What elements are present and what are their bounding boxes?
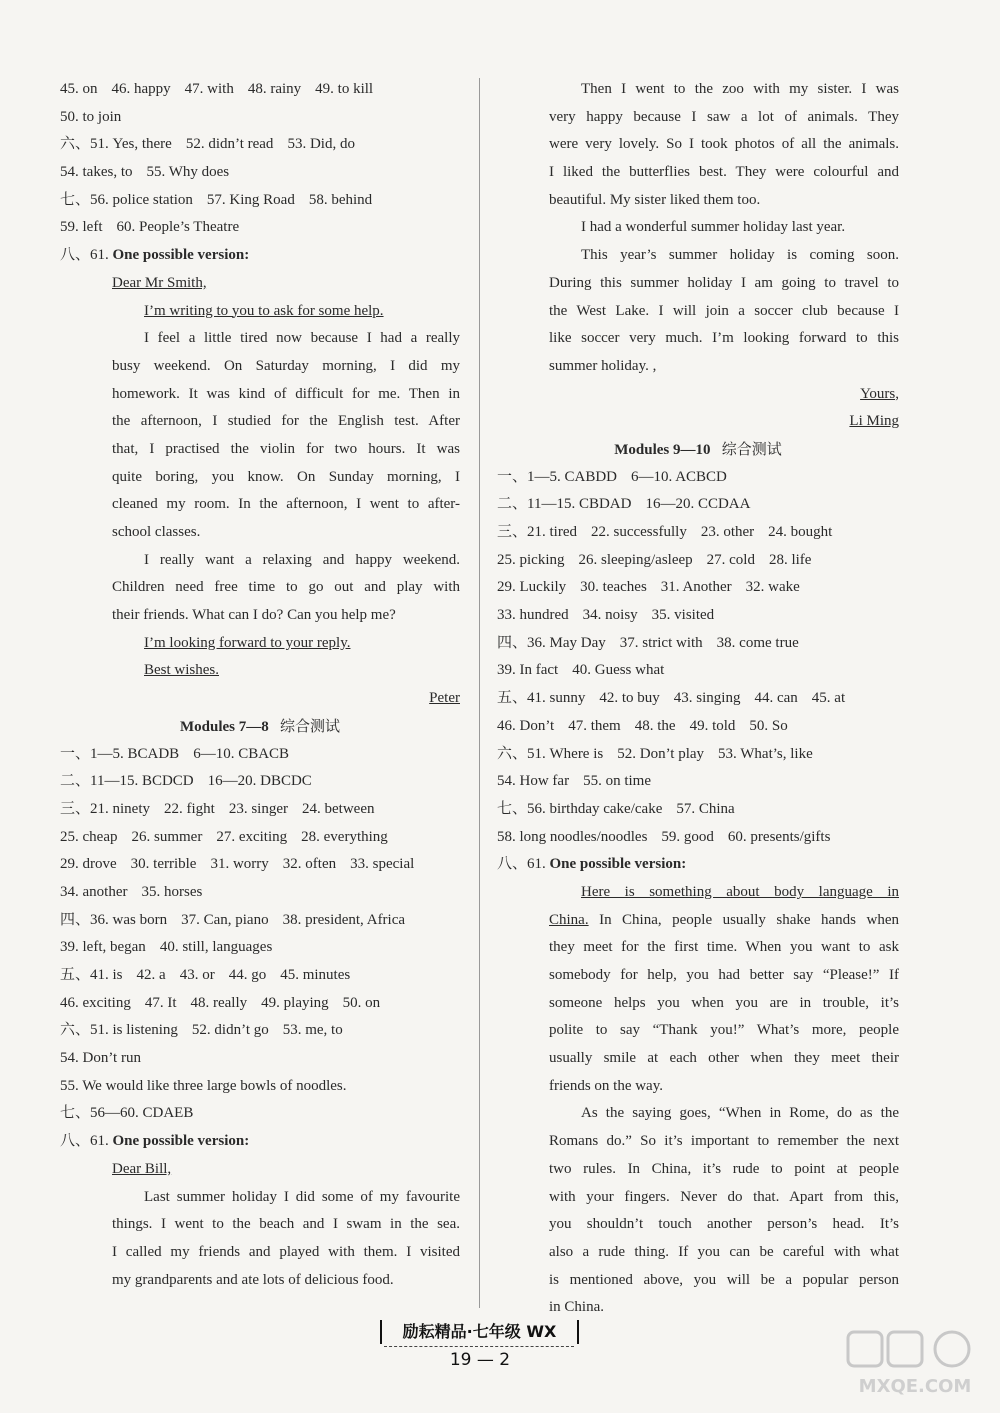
essay-heading: 八、61. One possible version: xyxy=(60,1133,250,1150)
essay-line: Then I went to the zoo with my sister. I was xyxy=(581,81,899,97)
answer-item: 55. on time xyxy=(583,773,651,790)
answer-line xyxy=(60,796,460,824)
section-title: Modules 9—10 综合测试 xyxy=(614,439,782,458)
answer-item: 58. behind xyxy=(308,191,373,208)
essay-line: the West Lake. I will join a soccer club because I xyxy=(549,302,899,319)
answer-item: 52. Don’t play xyxy=(617,745,705,762)
opening-line: I’m writing to you to ask for some help. xyxy=(144,302,384,319)
closing-line: Yours, xyxy=(860,385,899,402)
column-divider xyxy=(479,78,480,1308)
answer-item: 32. often xyxy=(282,856,337,873)
answer-item: 25. picking xyxy=(497,551,565,568)
answer-item: 28. everything xyxy=(301,828,388,845)
answer-line xyxy=(497,630,899,658)
answer-item: 二、11—15. BCDCD xyxy=(60,773,194,790)
answer-item: 27. cold xyxy=(706,551,755,568)
answer-line xyxy=(497,741,899,769)
answer-item: 三、21. ninety xyxy=(60,800,150,817)
answer-item: 38. come true xyxy=(716,634,799,651)
answer-line xyxy=(497,464,899,492)
answer-item: 52. didn’t go xyxy=(191,1022,269,1039)
essay-line: with your fingers. Never do that. Apart from this, xyxy=(549,1188,899,1205)
answer-item: 47. with xyxy=(184,81,234,97)
answer-line xyxy=(497,824,899,852)
essay-paragraph xyxy=(497,214,899,242)
answer-line xyxy=(60,1017,460,1045)
essay-line: I called my friends and played with them. I visited xyxy=(112,1243,460,1260)
answer-line xyxy=(60,934,460,962)
signature: Li Ming xyxy=(849,413,899,430)
answer-item: 45. on xyxy=(60,81,98,97)
essay-line: very happy because I saw a lot of animals. They xyxy=(549,108,899,125)
essay-line: somebody for help, you had better say “Please!” If xyxy=(549,967,899,983)
answer-item: 五、41. sunny xyxy=(497,690,586,707)
essay-paragraph xyxy=(60,325,460,547)
essay-line: polite to say “Thank you!” What’s more, people xyxy=(549,1022,899,1039)
answer-item: 43. singing xyxy=(673,690,741,707)
answer-line xyxy=(60,990,460,1018)
answer-item: 34. another xyxy=(60,883,128,900)
essay-line: someone helps you when you are in trouble, it’s xyxy=(549,994,899,1011)
answer-item: 55. We would like three large bowls of noodles. xyxy=(60,1077,347,1094)
answer-item: 三、21. tired xyxy=(497,524,577,540)
answer-item: 46. exciting xyxy=(60,994,131,1011)
answer-line xyxy=(60,159,460,187)
answer-item: 五、41. is xyxy=(60,967,123,983)
essay-paragraph xyxy=(497,1100,899,1322)
essay-paragraph xyxy=(497,242,899,380)
answer-item: 29. Luckily xyxy=(497,579,567,596)
answer-item: 23. singer xyxy=(228,800,289,817)
answer-line xyxy=(497,519,899,547)
answer-line xyxy=(60,741,460,769)
answer-line xyxy=(60,214,460,242)
answer-item: 57. China xyxy=(676,800,735,817)
answer-line xyxy=(60,1100,460,1128)
answer-line xyxy=(60,131,460,159)
answer-item: 28. life xyxy=(768,551,812,568)
answer-line xyxy=(60,76,460,104)
answer-line xyxy=(497,768,899,796)
answer-item: 57. King Road xyxy=(206,191,295,208)
answer-item: 37. Can, piano xyxy=(181,911,269,928)
essay-line: Romans do.” So it’s important to remember the next xyxy=(549,1133,899,1150)
essay-line: were very lovely. So I took photos of all the animals. xyxy=(549,136,899,153)
answer-item: 33. hundred xyxy=(497,607,569,624)
essay-line: I had a wonderful summer holiday last year. xyxy=(581,219,846,236)
closing-line: Best wishes. xyxy=(144,662,219,679)
essay-line: This year’s summer holiday is coming soon. xyxy=(581,247,899,264)
left-column xyxy=(60,76,460,1294)
answer-line xyxy=(60,879,460,907)
answer-item: 58. long noodles/noodles xyxy=(497,828,648,845)
answer-item: 54. Don’t run xyxy=(60,1050,141,1067)
answer-item: 42. a xyxy=(136,967,166,983)
answer-line xyxy=(497,713,899,741)
answer-item: 16—20. CCDAA xyxy=(645,496,751,513)
signature: Peter xyxy=(429,690,460,707)
essay-line: quite boring, you know. On Sunday morning, I xyxy=(112,468,460,485)
essay-line: they meet for the first time. When you want to ask xyxy=(549,939,899,956)
essay-line: things. I went to the beach and I swam in the sea. xyxy=(112,1216,460,1233)
essay-line: in China. xyxy=(549,1299,604,1316)
closing-line: I’m looking forward to your reply. xyxy=(144,634,351,651)
essay-line: homework. It was kind of difficult for me. Then in xyxy=(112,385,460,402)
essay-line: Last summer holiday I did some of my favourite xyxy=(144,1188,460,1205)
essay-line: friends on the way. xyxy=(549,1077,663,1094)
essay-line: During this summer holiday I am going to travel to xyxy=(549,274,899,291)
answer-item: 46. happy xyxy=(111,81,171,97)
answer-item: 25. cheap xyxy=(60,828,118,845)
answer-item: 六、51. Yes, there xyxy=(60,136,172,153)
footer-rule xyxy=(384,1346,574,1347)
answer-item: 48. rainy xyxy=(247,81,302,97)
answer-item: 29. drove xyxy=(60,856,117,873)
answer-item: 六、51. Where is xyxy=(497,745,604,762)
essay-paragraph xyxy=(60,547,460,630)
answer-item: 42. to buy xyxy=(599,690,660,707)
essay-line: As the saying goes, “When in Rome, do as the xyxy=(581,1105,899,1122)
answer-item: 23. other xyxy=(700,524,755,540)
page-number: 19 — 2 xyxy=(449,1350,511,1370)
answer-item: 60. People’s Theatre xyxy=(116,219,240,236)
essay-line: my grandparents and ate lots of delicious food. xyxy=(112,1271,394,1288)
answer-item: 四、36. was born xyxy=(60,911,168,928)
answer-line xyxy=(60,1045,460,1073)
answer-line xyxy=(60,962,460,990)
essay-line: is mentioned above, you will be a popular person xyxy=(549,1271,899,1288)
essay-line: usually smile at each other when they meet their xyxy=(549,1050,899,1067)
answer-item: 34. noisy xyxy=(582,607,638,624)
answer-item: 30. teaches xyxy=(580,579,647,596)
answer-line xyxy=(60,1073,460,1101)
answer-item: 6—10. CBACB xyxy=(193,745,290,762)
answer-item: 53. me, to xyxy=(282,1022,343,1039)
answer-item: 七、56. birthday cake/cake xyxy=(497,800,663,817)
essay-line: cleaned my room. In the afternoon, I went to after- xyxy=(112,496,460,513)
answer-item: 45. at xyxy=(811,690,846,707)
answer-item: 45. minutes xyxy=(280,967,351,983)
answer-item: 48. really xyxy=(190,994,248,1011)
answer-item: 39. In fact xyxy=(497,662,559,679)
essay-line: China. In China, people usually shake hands when xyxy=(549,911,899,928)
section-title: Modules 7—8 综合测试 xyxy=(179,716,341,735)
answer-line xyxy=(60,824,460,852)
answer-item: 52. didn’t read xyxy=(185,136,274,153)
answer-item: 49. to kill xyxy=(315,81,374,97)
answer-item: 32. wake xyxy=(745,579,800,596)
essay-first-line: Here is something about body language in xyxy=(581,883,899,900)
answers-top-left xyxy=(60,76,460,242)
answer-item: 39. left, began xyxy=(60,939,146,956)
answer-item: 59. left xyxy=(60,219,103,236)
essay-line: I feel a little tired now because I had a really xyxy=(144,330,460,347)
essay-paragraph xyxy=(60,1184,460,1295)
answer-item: 七、56. police station xyxy=(60,191,193,208)
answer-item: 59. good xyxy=(661,828,714,845)
answer-item: 二、11—15. CBDAD xyxy=(497,496,632,513)
answer-line xyxy=(497,796,899,824)
answers-section-78 xyxy=(60,741,460,1129)
essay-line: Children need free time to go out and play with xyxy=(112,579,460,596)
answer-item: 50. So xyxy=(749,717,788,734)
essay-heading: 八、61. One possible version: xyxy=(60,247,250,264)
answer-line xyxy=(497,602,899,630)
essay-line: two rules. In China, it’s rude to point at people xyxy=(549,1160,899,1177)
answer-line xyxy=(497,547,899,575)
answer-line xyxy=(60,851,460,879)
answer-line xyxy=(60,187,460,215)
answer-item: 49. told xyxy=(689,717,736,734)
answer-item: 22. successfully xyxy=(591,524,687,540)
essay-line: their friends. What can I do? Can you help me? xyxy=(112,607,396,624)
essay-line: beautiful. My sister liked them too. xyxy=(549,191,761,208)
essay-line: also a rude thing. If you can be careful with what xyxy=(549,1243,899,1260)
answer-item: 40. still, languages xyxy=(159,939,273,956)
answer-line xyxy=(60,104,460,132)
answer-item: 60. presents/gifts xyxy=(727,828,831,845)
answer-item: 26. summer xyxy=(131,828,203,845)
essay-line: I really want a relaxing and happy weekend. xyxy=(144,551,460,568)
answer-line xyxy=(60,768,460,796)
answer-item: 48. the xyxy=(634,717,676,734)
answer-line xyxy=(497,491,899,519)
essay-line: that, I practised the violin for two hours. It was xyxy=(112,440,460,457)
right-column xyxy=(497,76,899,1322)
answer-item: 44. can xyxy=(754,690,798,707)
footer-banner: 励耘精品·七年级 WX xyxy=(380,1320,579,1344)
answer-item: 33. special xyxy=(350,856,415,873)
answer-item: 44. go xyxy=(228,967,267,983)
answer-item: 30. terrible xyxy=(130,856,197,873)
essay-line: you shouldn’t touch another person’s head. It’s xyxy=(549,1216,899,1233)
answer-item: 24. bought xyxy=(768,524,833,540)
answer-item: 35. visited xyxy=(651,607,715,624)
answer-item: 54. How far xyxy=(497,773,570,790)
answer-item: 55. Why does xyxy=(146,164,230,181)
answer-item: 一、1—5. BCADB xyxy=(60,745,180,762)
salutation: Dear Mr Smith, xyxy=(112,274,207,291)
answer-item: 47. them xyxy=(568,717,621,734)
answer-item: 47. It xyxy=(144,994,177,1011)
essay-heading: 八、61. One possible version: xyxy=(497,856,687,873)
answer-item: 31. worry xyxy=(210,856,269,873)
answer-item: 54. takes, to xyxy=(60,164,133,181)
answer-item: 50. on xyxy=(342,994,381,1011)
answer-item: 46. Don’t xyxy=(497,717,555,734)
answer-item: 一、1—5. CABDD xyxy=(497,468,618,485)
answer-item: 22. fight xyxy=(164,800,215,817)
answer-item: 49. playing xyxy=(261,994,329,1011)
answer-item: 24. between xyxy=(302,800,375,817)
essay-paragraph xyxy=(497,76,899,214)
essay-line: summer holiday. , xyxy=(549,357,657,374)
answer-item: 53. What’s, like xyxy=(718,745,813,762)
answer-item: 六、51. is listening xyxy=(60,1022,178,1039)
answer-item: 七、56—60. CDAEB xyxy=(60,1105,194,1122)
answer-item: 38. president, Africa xyxy=(282,911,406,928)
watermark-text: MXQE.COM xyxy=(858,1376,972,1397)
answer-item: 四、36. May Day xyxy=(497,634,606,651)
answer-item: 40. Guess what xyxy=(572,662,665,679)
answer-item: 50. to join xyxy=(60,108,122,125)
answer-item: 43. or xyxy=(179,967,215,983)
answer-line xyxy=(497,574,899,602)
answer-item: 27. exciting xyxy=(216,828,288,845)
essay-line: I liked the butterflies best. They were colourful and xyxy=(549,164,899,181)
answer-item: 6—10. ACBCD xyxy=(631,468,727,485)
essay-line: busy weekend. On Saturday morning, I did my xyxy=(112,357,460,374)
answer-item: 35. horses xyxy=(141,883,203,900)
answer-line xyxy=(497,657,899,685)
answer-item: 26. sleeping/asleep xyxy=(578,551,693,568)
answers-section-910 xyxy=(497,464,899,852)
essay-paragraph xyxy=(497,934,899,1100)
answer-item: 16—20. DBCDC xyxy=(207,773,312,790)
answer-line xyxy=(60,907,460,935)
salutation: Dear Bill, xyxy=(112,1160,172,1177)
essay-line: school classes. xyxy=(112,524,201,540)
answer-item: 37. strict with xyxy=(619,634,703,651)
answer-line xyxy=(497,685,899,713)
watermark-logo xyxy=(840,1330,990,1400)
essay-line: like soccer very much. I’m looking forward to this xyxy=(549,330,899,347)
answer-item: 53. Did, do xyxy=(287,136,355,153)
answer-item: 31. Another xyxy=(660,579,732,596)
essay-line: the afternoon, I studied for the English test. After xyxy=(112,413,460,430)
